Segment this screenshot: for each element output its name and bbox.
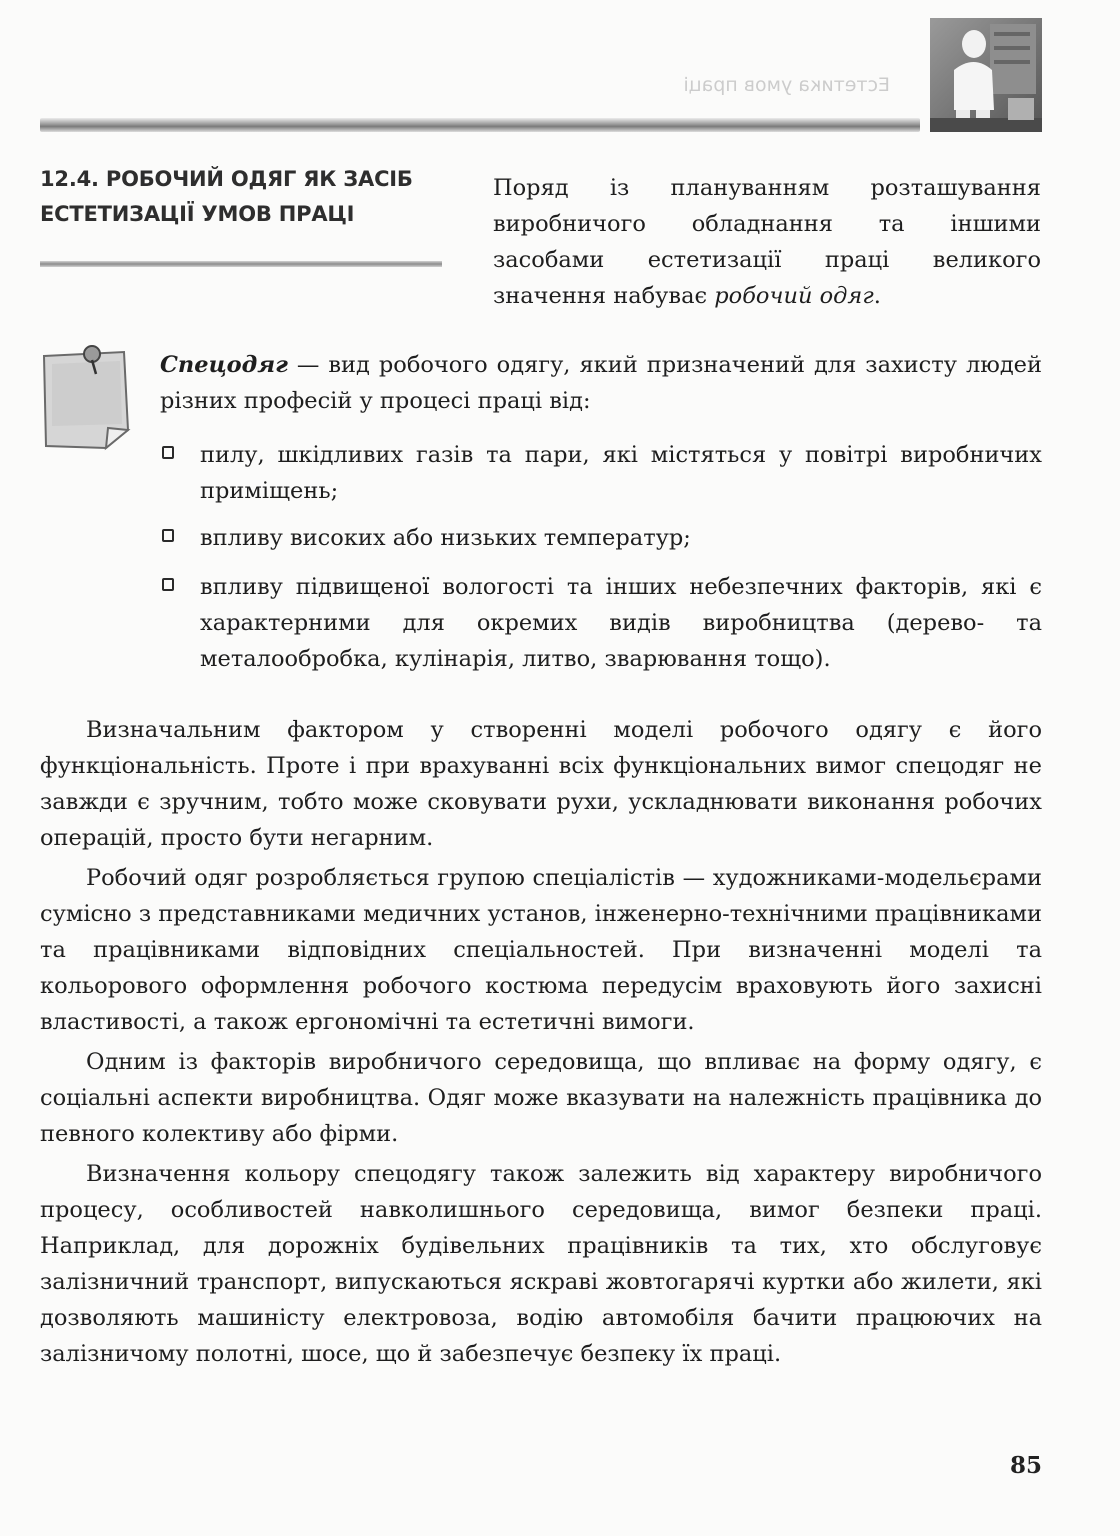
intro-paragraph — [493, 170, 1041, 314]
title-underline — [40, 261, 442, 267]
header-rule — [40, 118, 920, 132]
page-number: 85 — [1009, 1452, 1042, 1479]
checkbox-square-icon — [162, 578, 174, 591]
intro-emphasis: робочий одяг — [714, 283, 874, 309]
worker-photo-icon — [930, 18, 1042, 132]
body-paragraph: Визначення кольору спецодягу також залежить від характеру виробничого процесу, особливостей навколишнього середовища, вимог безпеки праці. Наприклад, для дорожніх будівельних працівників та тих, хто обслуговує залізничний транспорт, випускаються яскраві жовтогарячі куртки або жилети, які дозволяють машиністу електровоза, водію автомобіля бачити працюючих на залізничому полотні, шосе, що й забезпечує безпеку їх праці. — [40, 1161, 1042, 1367]
section-title — [40, 162, 460, 232]
list-item — [160, 520, 1042, 556]
pinned-note-icon — [36, 344, 134, 452]
checkbox-square-icon — [162, 446, 174, 459]
body-paragraph: Одним із факторів виробничого середовища, що впливає на форму одягу, є соціальні аспекти виробництва. Одяг може вказувати на належність працівника до певного колективу або фірми. — [40, 1049, 1042, 1147]
body-text — [40, 712, 1042, 1376]
checkbox-square-icon — [162, 529, 174, 542]
list-item — [160, 569, 1042, 677]
definition-term: Спецодяг — [160, 352, 288, 378]
section-title-line2: ЕСТЕТИЗАЦІЇ УМОВ ПРАЦІ — [40, 202, 355, 226]
definition-paragraph — [160, 347, 1042, 419]
body-paragraph: Робочий одяг розробляється групою спеціалістів — художниками-модельєрами сумісно з представниками медичних установ, інженерно-технічними працівниками та працівниками відповідних спеціальностей. При визначенні моделі та кольорового оформлення робочого костюма передусім враховують його захисні властивості, а також ергономічні та естетичні вимоги. — [40, 865, 1043, 1035]
list-item-text: впливу високих або низьких температур; — [200, 525, 691, 551]
definition-text: — вид робочого одягу, який призначений для захисту людей різних професій у процесі праці від: — [160, 352, 1042, 414]
list-item-text: впливу підвищеної вологості та інших небезпечних факторів, які є характерними для окремих видів виробництва (дерево- та металообробка, кулінарія, литво, зварювання тощо). — [200, 574, 1042, 672]
intro-end: . — [873, 283, 881, 309]
list-item — [160, 437, 1042, 509]
intro-text: Поряд із плануванням розташування виробничого обладнання та іншими засобами естетизації праці великого значення набуває — [493, 175, 1041, 309]
section-title-line1: 12.4. РОБОЧИЙ ОДЯГ ЯК ЗАСІБ — [40, 167, 413, 191]
running-header-bleedthrough: Естетика умов праці — [683, 74, 890, 96]
list-item-text: пилу, шкідливих газів та пари, які містяться у повітрі виробничих приміщень; — [200, 442, 1042, 504]
body-paragraph: Визначальним фактором у створенні моделі робочого одягу є його функціональність. Проте і при врахуванні всіх функціональних вимог спецодяг не завжди є зручним, тобто може сковувати рухи, ускладнювати виконання робочих операцій, просто бути негарним. — [40, 717, 1042, 851]
